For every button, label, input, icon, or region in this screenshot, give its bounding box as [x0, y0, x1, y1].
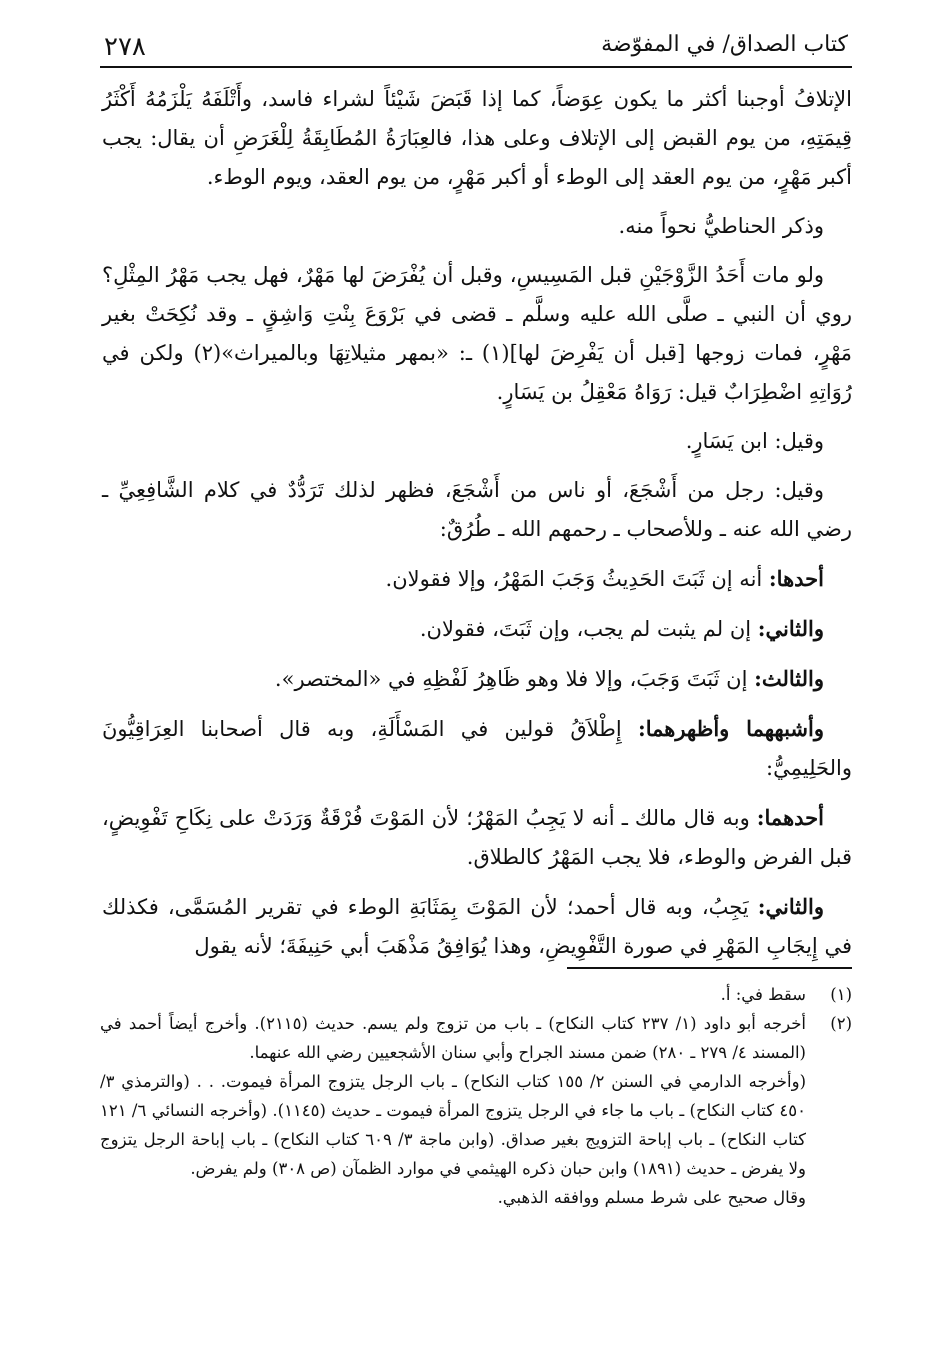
paragraph-text: وبه قال مالك ـ أنه لا يَجِبُ المَهْرُ؛ لأن المَوْتَ فُرْقَةٌ وَرَدَتْ على نِكَاحِ تَفْوِيضٍ، قبل الفرض والوطء، فلا يجب المَهْرُ كالطلاق. [102, 806, 852, 869]
paragraph [102, 609, 852, 649]
paragraph-label: أحدهما: [756, 805, 824, 830]
footnote-text [100, 1009, 806, 1212]
paragraph-text: إِطْلاَقُ قولين في المَسْأَلَةِ، وبه قال أصحابنا العِرَاقِيُّونَ والحَلِيمِيُّ: [102, 717, 852, 780]
paragraph-label: والثاني: [757, 616, 824, 641]
footnote [100, 980, 852, 1009]
paragraph [102, 659, 852, 699]
paragraph-label: والثاني: [757, 894, 824, 919]
footnote-line: وقال صحيح على شرط مسلم ووافقه الذهبي. [497, 1188, 806, 1207]
footnote-divider [567, 967, 852, 969]
paragraph [102, 559, 852, 599]
paragraph-label: أحدها: [768, 566, 824, 591]
paragraph: ولو مات أَحَدُ الزَّوْجَيْنِ قبل المَسِيسِ، وقبل أن يُفْرَضَ لها مَهْرٌ، فهل يجب مَهْرُ المِثْلِ؟ روي أن النبي ـ صلَّى الله عليه وسلَّم ـ قضى في بَرْوَعَ بِنْتِ وَاشِقٍ ـ وقد نُكِحَتْ بغير مَهْرٍ، فمات زوجها [قبل أن يَفْرِضَ لها](١) ـ: «بمهر مثيلاتِهَا وبالميراث»(٢) ولكن في رُوَاتِهِ اضْطِرَابٌ قيل: رَوَاهُ مَعْقِلُ بن يَسَارٍ. [102, 263, 852, 404]
page-number: ٢٧٨ [104, 32, 146, 62]
paragraph: وذكر الحناطيُّ نحواً منه. [618, 214, 824, 238]
paragraph-text: إن ثَبَتَ وَجَبَ، وإلا فلا وهو ظَاهِرُ لَفْظِهِ في «المختصر». [274, 667, 755, 691]
paragraph-text: إن لم يثبت لم يجب، وإن ثَبَتَ، فقولان. [419, 617, 758, 641]
footnotes [100, 980, 852, 1212]
paragraph-text: يَجِبُ، وبه قال أحمد؛ لأن المَوْتَ بِمَثَابَةِ الوطء في تقرير المُسَمَّى، فكذلك في إِيجَابِ المَهْرِ في صورة التَّفْوِيضِ، وهذا يُوَافِقُ مَذْهَبَ أبي حَنِيفَةَ؛ لأنه يقول [102, 895, 852, 958]
footnote-number: (٢) [830, 1014, 852, 1033]
footnote-line: سقط في: أ. [720, 985, 806, 1004]
paragraph [102, 798, 852, 877]
paragraph: الإتلافُ أوجبنا أكثر ما يكون عِوَضاً، كما إذا قَبَضَ شَيْئاً لشراء فاسد، وأَتْلَفَهُ يَلْزَمُهُ أَكْثَرُ قِيمَتِهِ، من يوم القبض إلى الإتلاف وعلى هذا، فالعِبَارَةُ المُطَابِقَةُ لِلْغَرَضِ أن يقال: يجب أكبر مَهْرٍ، من يوم العقد إلى الوطء أو أكبر مَهْرٍ، من يوم العقد، ويوم الوطء. [102, 87, 852, 189]
paragraph [102, 709, 852, 788]
footnote-number: (١) [830, 985, 852, 1004]
paragraph: وقيل: ابن يَسَارٍ. [685, 429, 824, 453]
footnote [100, 1009, 852, 1212]
footnote-line: أخرجه أبو داود (١/ ٢٣٧ كتاب النكاح) ـ باب من تزوج ولم يسم. حديث (٢١١٥). وأخرج أيضاً أحمد في (المسند ٤/ ٢٧٩ ـ ٢٨٠) ضمن مسند الجراح وأبي سنان الأشجعيين رضي الله عنهما. [100, 1014, 806, 1062]
paragraph-label: وأشبههما وأظهرهما: [637, 716, 824, 741]
paragraph [102, 887, 852, 966]
paragraph-label: والثالث: [754, 666, 824, 691]
paragraph-text: أنه إن ثَبَتَ الحَدِيثُ وَجَبَ المَهْرُ، وإلا فقولان. [385, 567, 769, 591]
paragraph: وقيل: رجل من أَشْجَعَ، أو ناس من أَشْجَعَ، فظهر لذلك تَرَدُّدٌ في كلام الشَّافِعِيِّ ـ رضي الله عنه ـ وللأصحاب ـ رحمهم الله ـ طُرُقٌ: [102, 478, 852, 541]
footnote-line: (وأخرجه الدارمي في السنن ٢/ ١٥٥ كتاب النكاح) ـ باب الرجل يتزوج المرأة فيموت. . . (والترمذي ٣/ ٤٥٠ كتاب النكاح) ـ باب ما جاء في الرجل يتزوج المرأة فيموت ـ حديث (١١٤٥). (وأخرجه النسائي ٦/ ١٢١ كتاب النكاح) ـ باب إباحة التزويج بغير صداق. (وابن ماجة ٣/ ٦٠٩ كتاب النكاح) ـ باب إباحة الرجل يتزوج ولا يفرض ـ حديث (١٨٩١) وابن حبان ذكره الهيثمي في موارد الظمآن (ص ٣٠٨) ولم يفرض. [100, 1072, 807, 1178]
footnote-text [100, 980, 806, 1009]
running-title: كتاب الصداق/ في المفوّضة [601, 32, 848, 57]
main-text [102, 80, 852, 976]
page-header [100, 18, 852, 68]
